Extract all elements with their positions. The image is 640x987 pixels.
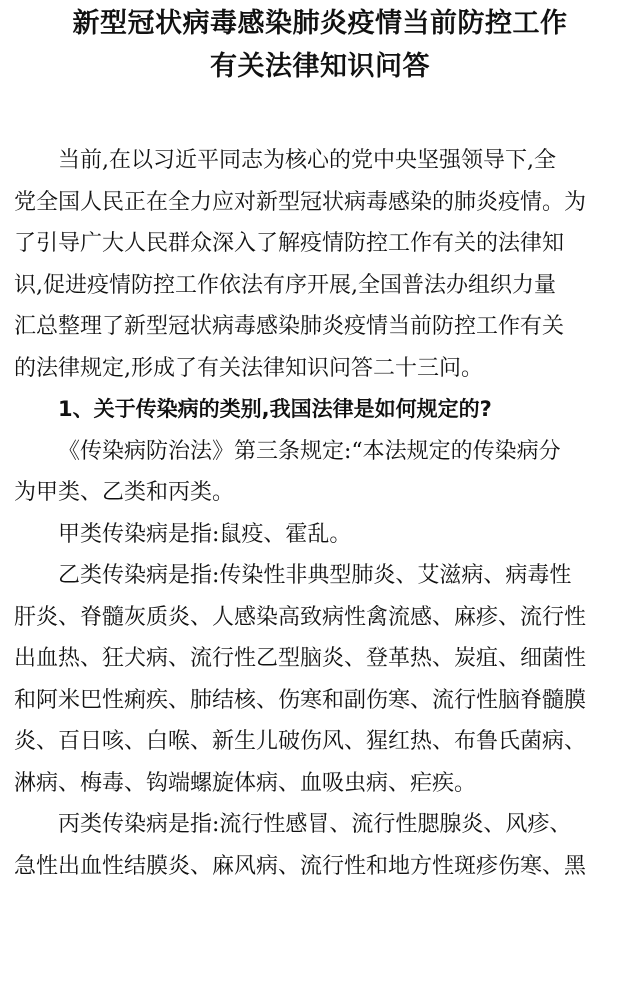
class-b-line: 乙类传染病是指:传染性非典型肺炎、艾滋病、病毒性 [58,563,572,588]
class-b-line: 淋病、梅毒、钩端螺旋体病、血吸虫病、疟疾。 [14,770,477,796]
question-heading: 1、关于传染病的类别,我国法律是如何规定的? [58,397,492,421]
class-a-paragraph: 甲类传染病是指:鼠疫、霍乱。 [58,521,352,547]
class-c-paragraph [14,804,630,887]
class-c-line: 急性出血性结膜炎、麻风病、流行性和地方性斑疹伤寒、黑 [14,853,587,879]
class-b-line: 出血热、狂犬病、流行性乙型脑炎、登革热、炭疽、细菌性 [14,646,587,671]
intro-line: 当前,在以习近平同志为核心的党中央坚强领导下,全 [58,148,556,173]
answer-line: 《传染病防治法》第三条规定:“本法规定的传染病分 [58,438,561,464]
answer-line: 为甲类、乙类和丙类。 [14,480,235,505]
intro-line: 了引导广大人民群众深入了解疫情防控工作有关的法律知 [14,231,565,256]
answer-intro-paragraph [14,431,630,514]
title-line-2: 有关法律知识问答 [210,51,430,82]
intro-paragraph [14,140,630,389]
document-title [0,0,640,88]
intro-line: 党全国人民正在全力应对新型冠状病毒感染的肺炎疫情。为 [14,189,587,215]
class-b-line: 肝炎、脊髓灰质炎、人感染高致病性禽流感、麻疹、流行性 [14,604,587,630]
class-b-line: 和阿米巴性痢疾、肺结核、伤寒和副伤寒、流行性脑脊髓膜 [14,687,587,713]
class-b-line: 炎、百日咳、白喉、新生儿破伤风、猩红热、布鲁氏菌病、 [14,729,587,754]
class-c-line: 丙类传染病是指:流行性感冒、流行性腮腺炎、风疹、 [58,812,572,837]
intro-line: 识,促进疫情防控工作依法有序开展,全国普法办组织力量 [14,272,556,298]
intro-line: 汇总整理了新型冠状病毒感染肺炎疫情当前防控工作有关 [14,314,565,339]
intro-line: 的法律规定,形成了有关法律知识问答二十三问。 [14,355,483,381]
title-line-1: 新型冠状病毒感染肺炎疫情当前防控工作 [72,8,568,39]
document-body [14,140,630,887]
class-b-paragraph [14,555,630,804]
